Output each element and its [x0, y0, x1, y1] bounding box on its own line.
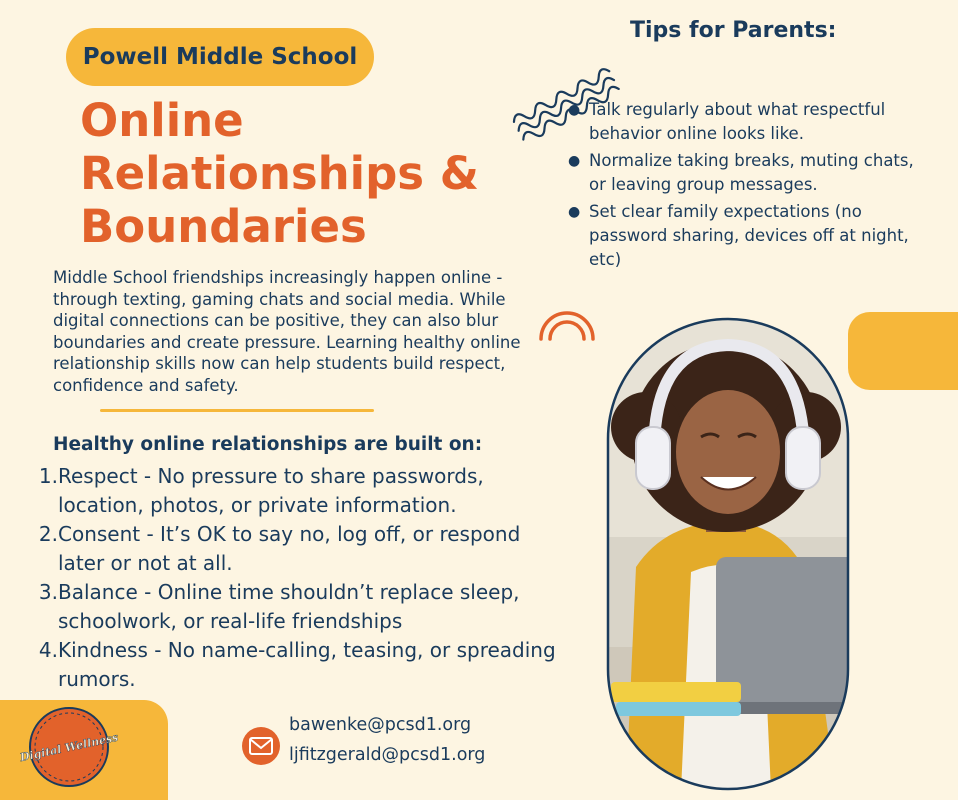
- tip-text: Talk regularly about what respectful behavior online looks like.: [589, 100, 886, 143]
- digital-wellness-badge: [18, 706, 120, 788]
- principle-item: [30, 462, 570, 520]
- envelope-icon: [241, 726, 281, 766]
- principle-item: [30, 578, 570, 636]
- arc-decoration-icon: [536, 303, 598, 343]
- bullet-icon: ●: [568, 204, 581, 220]
- principles-list: [30, 462, 570, 694]
- tip-text: Normalize taking breaks, muting chats, or leaving group messages.: [589, 151, 914, 194]
- bullet-icon: ●: [568, 102, 581, 118]
- principle-text: Respect - No pressure to share passwords, location, photos, or private information.: [58, 464, 484, 517]
- principles-heading: Healthy online relationships are built on:: [53, 434, 483, 455]
- principle-item: [30, 520, 570, 578]
- title-line-1: Online: [80, 94, 244, 147]
- svg-text:Digital Wellness: Digital Wellness: [18, 730, 120, 765]
- principle-item: [30, 636, 570, 694]
- bullet-icon: ●: [568, 153, 581, 169]
- highlight-underline: [100, 409, 374, 412]
- page-title: [80, 94, 550, 253]
- decorative-yellow-block-right: [848, 312, 958, 390]
- principle-number: 3.: [38, 580, 58, 604]
- contact-email-2[interactable]: ljfitzgerald@pcsd1.org: [289, 745, 486, 765]
- principle-text: Consent - It’s OK to say no, log off, or respond later or not at all.: [58, 522, 521, 575]
- title-line-3: Boundaries: [80, 200, 367, 253]
- intro-paragraph: Middle School friendships increasingly happen online - through texting, gaming chats and social media. While digital connections can be positive, they can also blur boundaries and create pressure. Learning healthy online relationship skills now can help students build respect, confidence and safety.: [53, 268, 521, 395]
- principle-number: 2.: [38, 522, 58, 546]
- tips-heading: Tips for Parents:: [630, 18, 837, 43]
- principle-text: Balance - Online time shouldn’t replace sleep, schoolwork, or real-life friendships: [58, 580, 520, 633]
- tip-item: [568, 98, 928, 146]
- tips-list: [568, 98, 928, 275]
- school-name-pill: [66, 28, 374, 86]
- contact-email-1[interactable]: bawenke@pcsd1.org: [289, 715, 472, 735]
- principle-text: Kindness - No name-calling, teasing, or spreading rumors.: [58, 638, 556, 691]
- tip-item: [568, 149, 928, 197]
- principle-number: 4.: [38, 638, 58, 662]
- student-photo: [606, 317, 850, 791]
- tip-text: Set clear family expectations (no password sharing, devices off at night, etc): [589, 202, 909, 269]
- principle-number: 1.: [38, 464, 58, 488]
- tip-item: [568, 200, 928, 272]
- title-line-2: Relationships &: [80, 147, 480, 200]
- school-name: Powell Middle School: [82, 44, 358, 70]
